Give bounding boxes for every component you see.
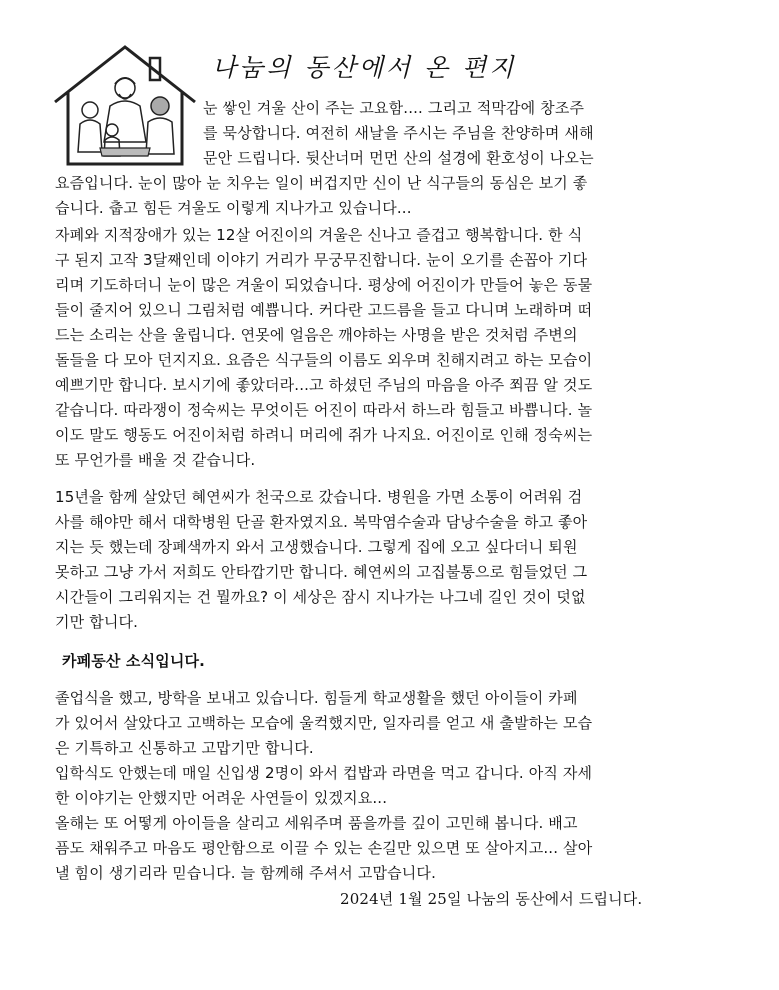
paragraph-line: 자폐와 지적장애가 있는 12살 어진이의 겨울은 신나고 즐겁고 행복합니다. 한 식 xyxy=(55,226,583,244)
paragraph-line: 구 된지 고작 3달째인데 이야기 거리가 무궁무진합니다. 눈이 오기를 손꼽아 기다 xyxy=(55,251,588,269)
intro-line: 를 묵상합니다. 여전히 새날을 주시는 주님을 찬양하며 새해 xyxy=(203,124,594,142)
paragraph-line: 한 이야기는 안했지만 어려운 사연들이 있겠지요... xyxy=(55,789,388,807)
paragraph-line: 기만 합니다. xyxy=(55,613,139,631)
paragraph-line: 픔도 채워주고 마음도 평안함으로 이끌 수 있는 손길만 있으면 또 살아지고... 살아 xyxy=(55,839,593,857)
paragraph-line: 들이 줄지어 있으니 그림처럼 예쁩니다. 커다란 고드름을 들고 다니며 노래하며 떠 xyxy=(55,301,593,319)
paragraph-line: 돌들을 다 모아 던지지요. 요즘은 식구들의 이름도 외우며 친해지려고 하는 모습이 xyxy=(55,351,593,369)
paragraph-line: 가 있어서 살았다고 고백하는 모습에 울컥했지만, 일자리를 얻고 새 출발하는 모습 xyxy=(55,714,593,732)
paragraph-line: 리며 기도하더니 눈이 많은 겨울이 되었습니다. 평상에 어진이가 만들어 놓은 동물 xyxy=(55,276,593,294)
paragraph-line: 시간들이 그리워지는 건 뭘까요? 이 세상은 잠시 지나가는 나그네 길인 것이 덧없 xyxy=(55,588,586,606)
paragraph-line: 입학식도 안했는데 매일 신입생 2명이 와서 컵밥과 라면을 먹고 갑니다. 아직 자세 xyxy=(55,764,593,782)
paragraph-line: 또 무언가를 배울 것 같습니다. xyxy=(55,451,256,469)
intro-line: 눈 쌓인 겨울 산이 주는 고요함.... 그리고 적막감에 창조주 xyxy=(203,99,585,117)
paragraph-line: 15년을 함께 살았던 혜연씨가 천국으로 갔습니다. 병원을 가면 소통이 어려워 검 xyxy=(55,488,583,506)
paragraph-line: 사를 해야만 해서 대학병원 단골 환자였지요. 복막염수술과 담낭수술을 하고 좋아 xyxy=(55,513,588,531)
intro-line: 습니다. 춥고 힘든 겨울도 이렇게 지나가고 있습니다... xyxy=(55,199,412,217)
section-heading: 카페동산 소식입니다. xyxy=(62,652,205,670)
paragraph-line: 이도 말도 행동도 어진이처럼 하려니 머리에 쥐가 나지요. 어진이로 인해 정숙씨는 xyxy=(55,426,593,444)
intro-line: 요즘입니다. 눈이 많아 눈 치우는 일이 버겁지만 신이 난 식구들의 동심은 보기 좋 xyxy=(55,174,588,192)
intro-line: 문안 드립니다. 뒷산너머 먼먼 산의 설경에 환호성이 나오는 xyxy=(203,149,594,167)
letter-title: 나눔의 동산에서 온 편지 xyxy=(212,53,517,82)
house-with-family-icon xyxy=(50,44,200,168)
paragraph-line: 낼 힘이 생기리라 믿습니다. 늘 함께해 주셔서 고맙습니다. xyxy=(55,864,436,882)
paragraph-line: 못하고 그냥 가서 저희도 안타깝기만 합니다. 혜연씨의 고집불통으로 힘들었던 그 xyxy=(55,563,588,581)
paragraph-line: 예쁘기만 합니다. 보시기에 좋았더라...고 하셨던 주님의 마음을 아주 쬐끔 알 것도 xyxy=(55,376,593,394)
paragraph-line: 졸업식을 했고, 방학을 보내고 있습니다. 힘들게 학교생활을 했던 아이들이 카페 xyxy=(55,689,578,707)
paragraph-line: 은 기특하고 신통하고 고맙기만 합니다. xyxy=(55,739,314,757)
signature-line: 2024년 1월 25일 나눔의 동산에서 드립니다. xyxy=(340,890,643,908)
paragraph-line: 드는 소리는 산을 울립니다. 연못에 얼음은 깨야하는 사명을 받은 것처럼 주변의 xyxy=(55,326,578,344)
paragraph-line: 올해는 또 어떻게 아이들을 살리고 세워주며 품을까를 깊이 고민해 봅니다. 배고 xyxy=(55,814,578,832)
paragraph-line: 지는 듯 했는데 장폐색까지 와서 고생했습니다. 그렇게 집에 오고 싶다더니 퇴원 xyxy=(55,538,578,556)
paragraph-line: 같습니다. 따라쟁이 정숙씨는 무엇이든 어진이 따라서 하느라 힘들고 바쁩니다. 놀 xyxy=(55,401,593,419)
